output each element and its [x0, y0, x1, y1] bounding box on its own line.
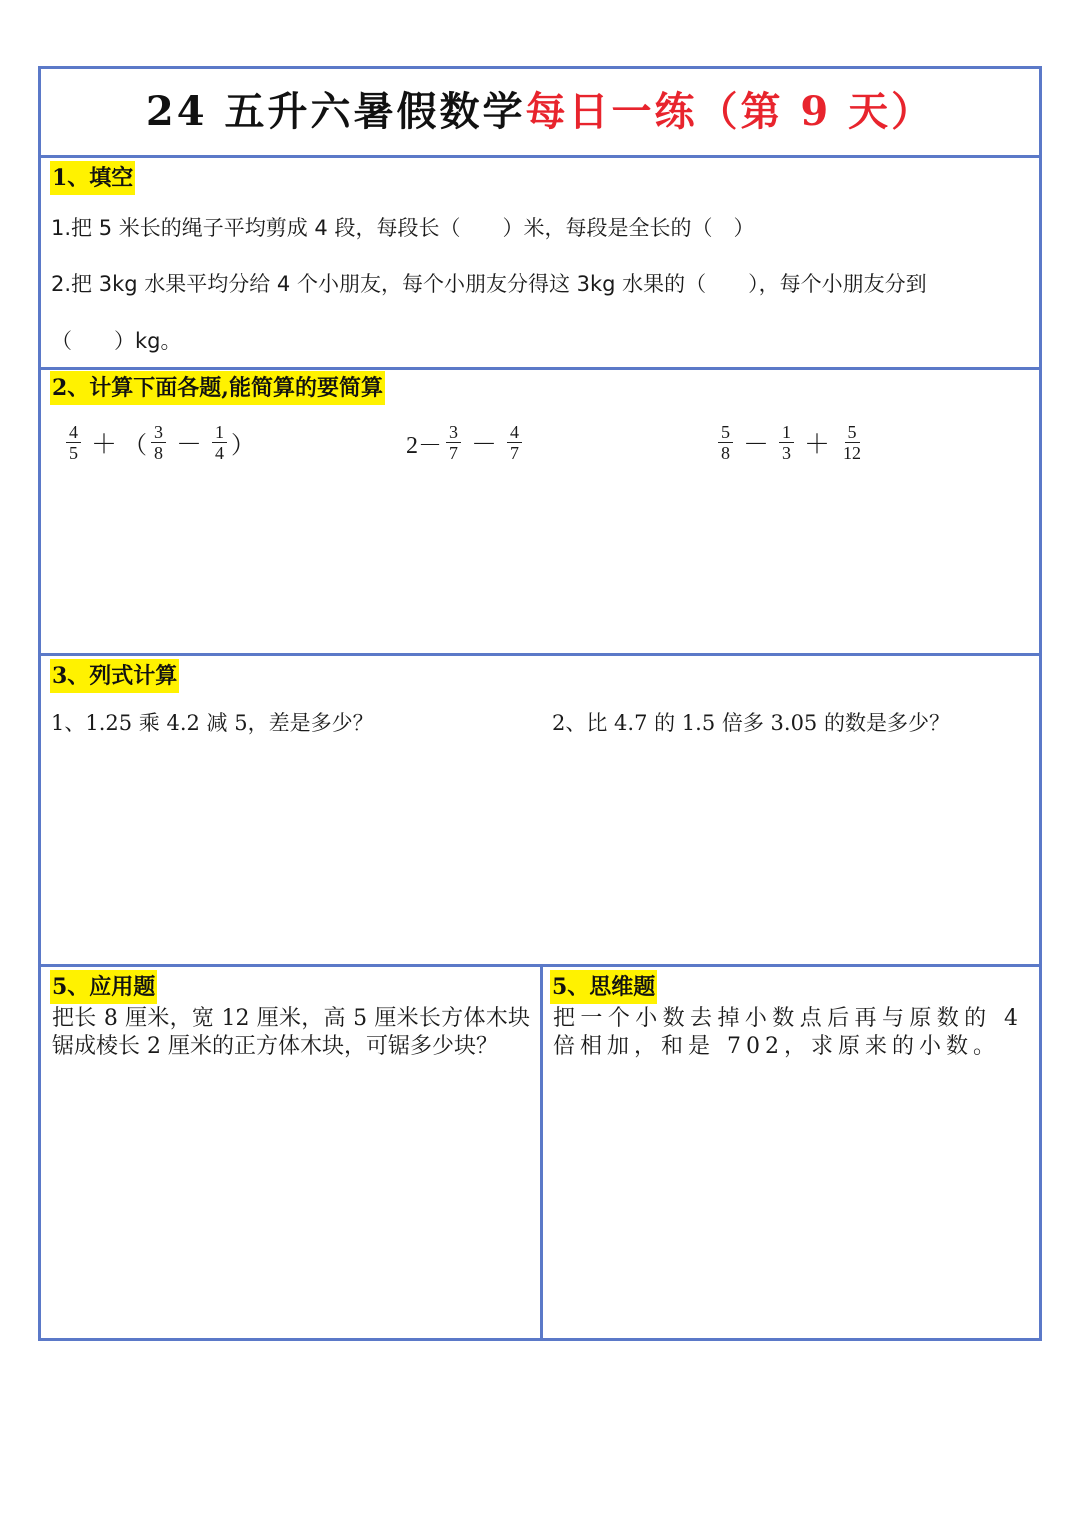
title-highlight: 每日一练（第 9 天）	[525, 88, 935, 135]
section5b-heading: 5、思维题	[550, 970, 657, 1004]
operator: ＋	[91, 430, 118, 459]
section5b-problem: 把一个小数去掉小数点后再与原数的 4 倍相加，和是 702，求原来的小数。	[553, 1006, 1023, 1059]
operator: －	[471, 430, 498, 459]
title-main: 24 五升六暑假数学	[145, 88, 526, 135]
section3-question1: 1、1.25 乘 4.2 减 5，差是多少？	[51, 711, 374, 735]
section3-heading: 3、列式计算	[50, 659, 179, 693]
fraction: $\frac{5}{12}$	[843, 422, 862, 463]
fraction: $\frac{5}{8}$	[718, 422, 733, 463]
operator: ＋	[804, 430, 831, 459]
calc-expression-3	[714, 422, 868, 463]
section2-heading: 2、计算下面各题,能简算的要简算	[50, 371, 385, 405]
page-title	[40, 68, 1040, 156]
section5a-heading: 5、应用题	[50, 970, 157, 1004]
divider-section1	[40, 367, 1040, 370]
fraction: $\frac{4}{5}$	[66, 422, 81, 463]
section5a-problem: 把长 8 厘米，宽 12 厘米，高 5 厘米长方体木块锯成棱长 2 厘米的正方体木块，可锯多少块？	[52, 1006, 530, 1059]
operator: －	[743, 430, 770, 459]
section1-question1: 1.把 5 米长的绳子平均剪成 4 段，每段长（ ）米，每段是全长的（ ）	[51, 216, 755, 240]
calc-expression-2	[406, 422, 526, 463]
calc-expression-1	[62, 422, 255, 463]
fraction: $\frac{1}{3}$	[779, 422, 794, 463]
fraction: $\frac{1}{4}$	[212, 422, 227, 463]
fraction: $\frac{3}{7}$	[446, 422, 461, 463]
section1-heading: 1、填空	[50, 161, 135, 195]
divider-section2	[40, 653, 1040, 656]
divider-section5	[540, 966, 543, 1339]
paren-right: ）	[231, 433, 256, 459]
operator: －	[176, 430, 203, 459]
paren-left: （	[123, 433, 148, 459]
fraction: $\frac{3}{8}$	[151, 422, 166, 463]
expression-lead: 2－	[406, 433, 442, 459]
fraction: $\frac{4}{7}$	[507, 422, 522, 463]
section1-question2-cont: （ ）kg。	[51, 329, 182, 353]
section3-question2: 2、比 4.7 的 1.5 倍多 3.05 的数是多少？	[552, 711, 950, 735]
section1-question2: 2.把 3kg 水果平均分给 4 个小朋友，每个小朋友分得这 3kg 水果的（ ），每个小朋友分到	[51, 272, 927, 296]
